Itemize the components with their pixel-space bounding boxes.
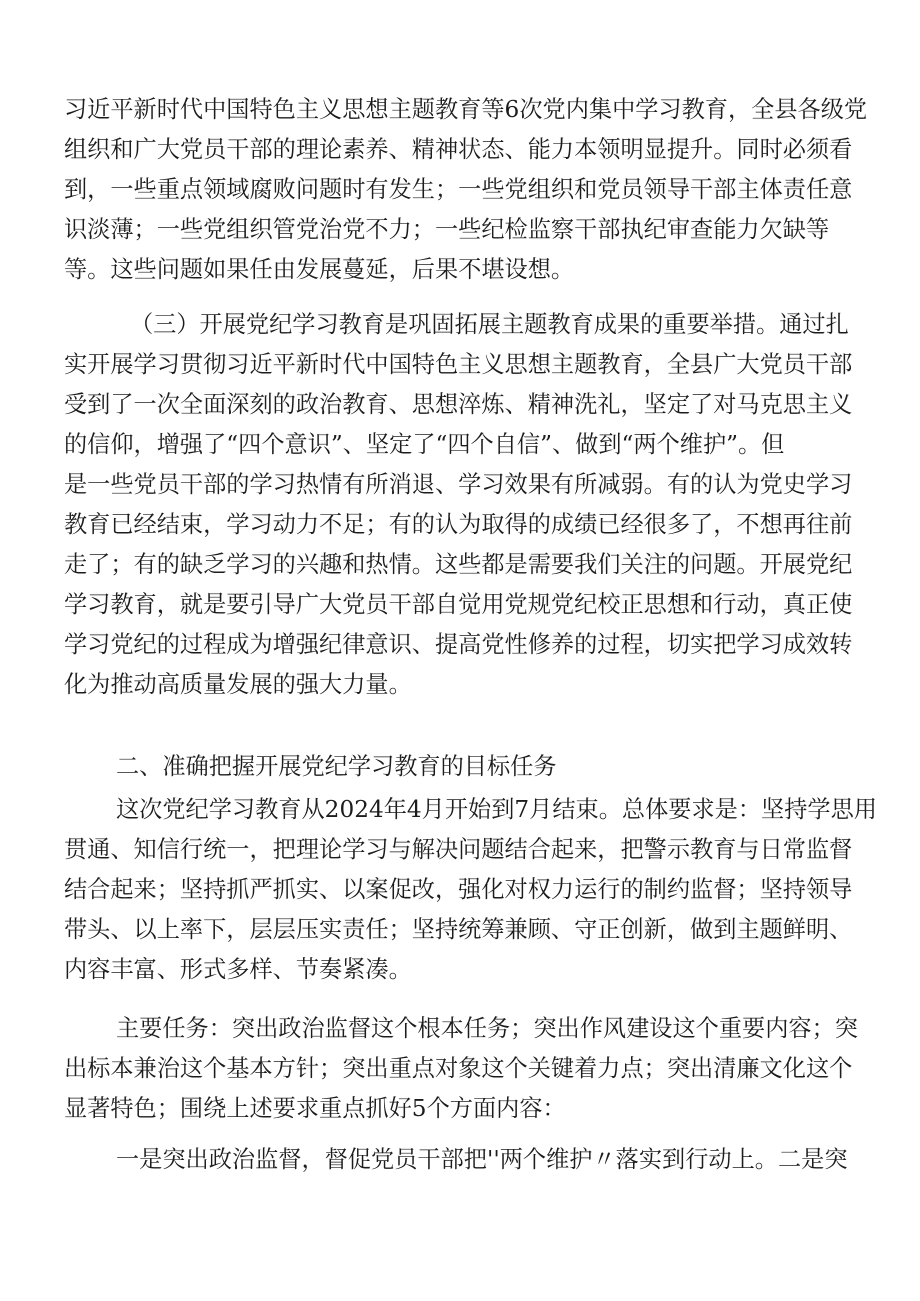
paragraph-main-tasks [64, 1009, 864, 1129]
text-line: 一是突出政治监督，督促党员干部把''两个维护〃落实到行动上。二是突 [116, 1146, 848, 1173]
text-line: 主要任务：突出政治监督这个根本任务；突出作风建设这个重要内容；突 [116, 1015, 858, 1042]
section-heading-text: 二、准确把握开展党纪学习教育的目标任务 [116, 753, 557, 780]
text-line: 贯通、知信行统一，把理论学习与解决问题结合起来，把警示教育与日常监督 [64, 836, 853, 863]
text-line: 识淡薄；一些党组织管党治党不力；一些纪检监察干部执纪审查能力欠缺等 [64, 216, 830, 243]
text-line: 出标本兼治这个基本方针；突出重点对象这个关键着力点；突出清廉文化这个 [64, 1055, 853, 1082]
text-line: 显著特色；围绕上述要求重点抓好5个方面内容： [64, 1095, 566, 1122]
text-line: 化为推动高质量发展的强大力量。 [64, 671, 412, 698]
text-line: 到，一些重点领域腐败问题时有发生；一些党组织和党员领导干部主体责任意 [64, 176, 853, 203]
section-heading-targets-and-tasks [64, 747, 864, 787]
text-line: 教育已经结束，学习动力不足；有的认为取得的成绩已经很多了，不想再往前 [64, 511, 853, 538]
text-line: 实开展学习贯彻习近平新时代中国特色主义思想主题教育，全县广大党员干部 [64, 351, 853, 378]
text-line: 内容丰富、形式多样、节奏紧凑。 [64, 956, 412, 983]
text-line: 带头、以上率下，层层压实责任；坚持统筹兼顾、守正创新，做到主题鲜明、 [64, 916, 853, 943]
paragraph-consolidate-theme-education [64, 305, 864, 705]
text-line: 组织和广大党员干部的理论素养、精神状态、能力本领明显提升。同时必须看 [64, 136, 853, 163]
text-line: 的信仰，增强了“四个意识”、坚定了“四个自信”、做到“两个维护”。但 [64, 431, 785, 458]
text-line: 等。这些问题如果任由发展蔓延，后果不堪设想。 [64, 256, 575, 283]
text-line: 是一些党员干部的学习热情有所消退、学习效果有所减弱。有的认为党史学习 [64, 471, 853, 498]
paragraph-party-education-results [64, 90, 868, 290]
text-line: 受到了一次全面深刻的政治教育、思想淬炼、精神洗礼，坚定了对马克思主义 [64, 391, 853, 418]
text-line: 走了；有的缺乏学习的兴趣和热情。这些都是需要我们关注的问题。开展党纪 [64, 551, 853, 578]
text-line: 结合起来；坚持抓严抓实、以案促改，强化对权力运行的制约监督；坚持领导 [64, 876, 853, 903]
text-line: 这次党纪学习教育从2024年4月开始到7月结束。总体要求是：坚持学思用 [116, 796, 877, 823]
text-line: 习近平新时代中国特色主义思想主题教育等6次党内集中学习教育，全县各级党 [64, 96, 868, 123]
paragraph-political-supervision [64, 1140, 864, 1180]
text-line: 学习教育，就是要引导广大党员干部自觉用党规党纪校正思想和行动，真正使 [64, 591, 853, 618]
text-line: 学习党纪的过程成为增强纪律意识、提高党性修养的过程，切实把学习成效转 [64, 631, 853, 658]
text-line: （三）开展党纪学习教育是巩固拓展主题教育成果的重要举措。通过扎 [130, 311, 849, 338]
paragraph-overall-requirements [64, 790, 877, 990]
